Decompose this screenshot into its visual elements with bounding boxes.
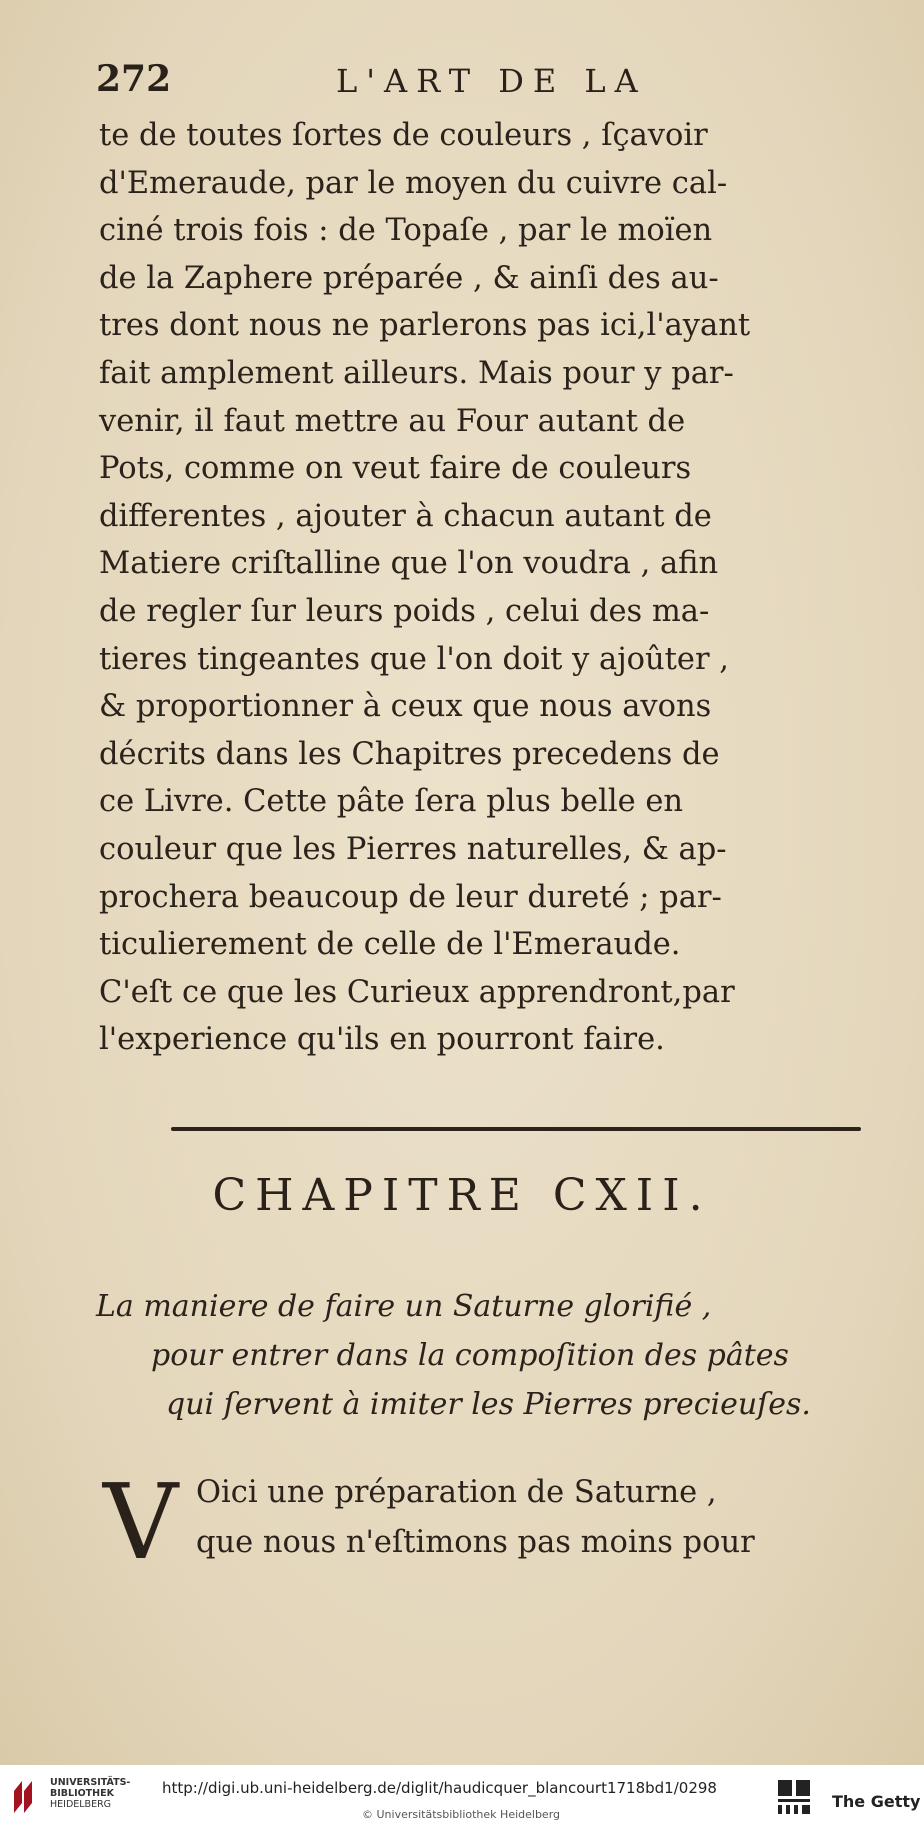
subtitle-line: pour entrer dans la compoſition des pâtes bbox=[151, 1338, 789, 1373]
text-line: d'Emeraude, par le moyen du cuivre cal- bbox=[99, 165, 728, 201]
text-line: ticulierement de celle de l'Emeraude. bbox=[99, 927, 681, 963]
text-line: tieres tingeantes que l'on doit y ajoûter , bbox=[99, 641, 729, 677]
text-line: C'eſt ce que les Curieux apprendront,par bbox=[99, 974, 735, 1010]
text-line: de la Zaphere préparée , & ainſi des au- bbox=[99, 260, 719, 296]
text-line: l'experience qu'ils en pourront faire. bbox=[99, 1022, 665, 1058]
text-line: fait amplement ailleurs. Mais pour y par- bbox=[99, 355, 734, 391]
text-line: Oici une préparation de Saturne , bbox=[196, 1475, 717, 1510]
institution-line: BIBLIOTHEK bbox=[50, 1788, 114, 1799]
copyright-notice: © Universitätsbibliothek Heidelberg bbox=[362, 1808, 561, 1821]
text-line: tres dont nous ne parlerons pas ici,l'ayant bbox=[99, 308, 751, 344]
body-text bbox=[99, 112, 879, 1064]
text-line: venir, il faut mettre au Four autant de bbox=[99, 403, 686, 439]
text-line: décrits dans les Chapitres precedens de bbox=[99, 736, 720, 772]
text-line: prochera beaucoup de leur dureté ; par- bbox=[99, 879, 722, 915]
text-line: te de toutes ſortes de couleurs , ſçavoir bbox=[99, 118, 708, 153]
institution-line: HEIDELBERG bbox=[50, 1799, 112, 1810]
chapter-subtitle bbox=[96, 1282, 876, 1429]
subtitle-line: La maniere de faire un Saturne glorifié , bbox=[96, 1289, 712, 1324]
drop-cap: V bbox=[103, 1461, 179, 1583]
running-title: L'ART DE LA bbox=[336, 62, 647, 100]
viewer-footer bbox=[0, 1765, 924, 1829]
chapter-title: CHAPITRE CXII. bbox=[212, 1170, 712, 1221]
text-line: de regler ſur leurs poids , celui des ma- bbox=[99, 593, 710, 629]
getty-logo-icon bbox=[776, 1778, 812, 1816]
university-name bbox=[50, 1777, 130, 1810]
text-line: ciné trois fois : de Topaſe , par le moïen bbox=[99, 213, 713, 249]
permalink-url[interactable]: http://digi.ub.uni-heidelberg.de/diglit/haudicquer_blancourt1718bd1/0298 bbox=[162, 1779, 717, 1797]
running-head bbox=[96, 58, 816, 110]
opening-paragraph bbox=[196, 1468, 876, 1568]
subtitle-line: qui ſervent à imiter les Pierres precieuſes. bbox=[166, 1387, 811, 1422]
page-number: 272 bbox=[96, 58, 172, 100]
section-rule bbox=[171, 1127, 861, 1131]
partner-name: The Getty bbox=[832, 1792, 921, 1811]
text-line: Pots, comme on veut faire de couleurs bbox=[99, 451, 692, 487]
text-line: ce Livre. Cette pâte ſera plus belle en bbox=[99, 784, 684, 820]
university-logo-icon bbox=[10, 1777, 38, 1817]
text-line: que nous n'eſtimons pas moins pour bbox=[196, 1525, 755, 1560]
text-line: differentes , ajouter à chacun autant de bbox=[99, 498, 712, 534]
text-line: couleur que les Pierres naturelles, & ap- bbox=[99, 831, 727, 867]
text-line: Matiere criſtalline que l'on voudra , afin bbox=[99, 546, 719, 582]
institution-line: UNIVERSITÄTS- bbox=[50, 1777, 131, 1788]
text-line: & proportionner à ceux que nous avons bbox=[99, 689, 712, 725]
